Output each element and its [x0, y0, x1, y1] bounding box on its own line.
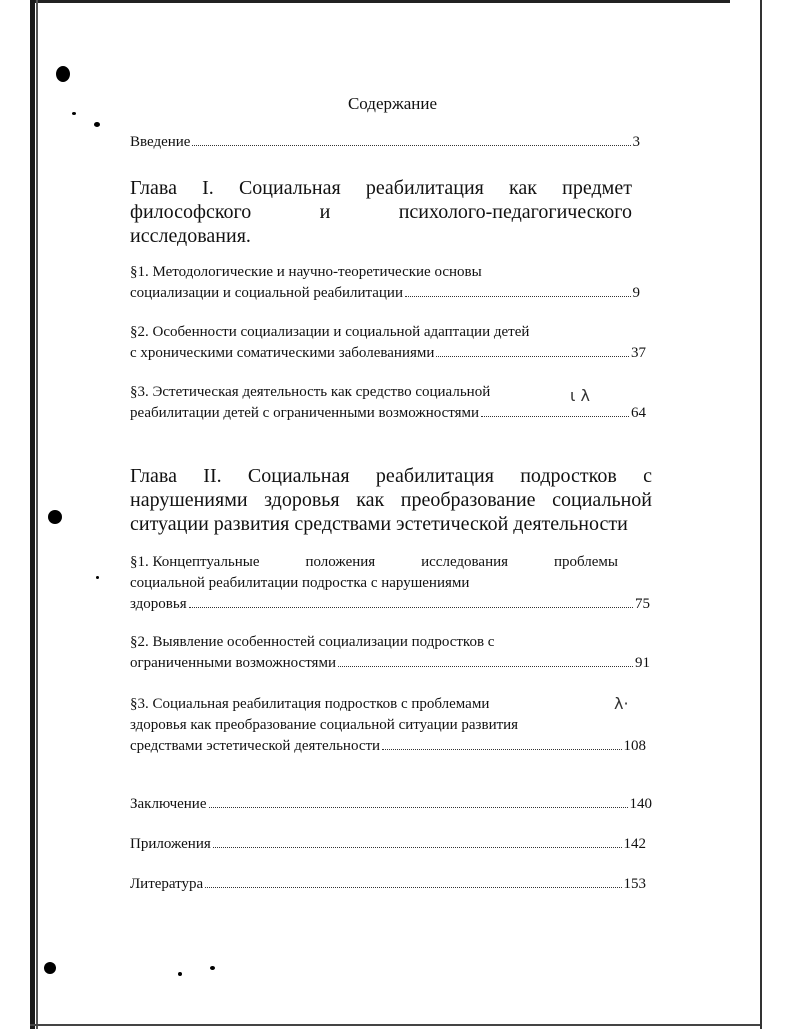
toc-label: социализации и социальной реабилитации — [130, 285, 403, 301]
toc-entry-section-2-1 — [130, 596, 650, 613]
toc-page: 140 — [629, 796, 652, 812]
chapter-1-heading — [130, 176, 632, 248]
heading-word: I. — [202, 177, 214, 199]
heading-word: подростков — [520, 465, 617, 487]
toc-page: 37 — [631, 345, 646, 361]
leader-dots — [209, 806, 628, 808]
leader-dots — [192, 144, 630, 146]
chapter-1-heading-line-1 — [130, 176, 632, 200]
section-word: проблемы — [553, 554, 618, 570]
toc-label: с хроническими соматическими заболеваниями — [130, 345, 435, 361]
section-2-2-line-1: §2. Выявление особенностей социализации подростков с — [130, 634, 495, 650]
chapter-2-heading-line-1 — [130, 464, 652, 488]
section-word: исследования — [421, 554, 509, 570]
toc-entry-section-1-2 — [130, 345, 646, 362]
ink-blot — [44, 962, 56, 974]
handwritten-mark: ɩ λ — [570, 386, 590, 405]
toc-label: Приложения — [130, 836, 211, 852]
toc-page: 75 — [635, 596, 650, 612]
section-2-3-line-2: здоровья как преобразование социальной ситуации развития — [130, 717, 519, 733]
page-title: Содержание — [347, 94, 438, 113]
heading-word: с — [643, 465, 652, 487]
heading-word: нарушениями — [130, 489, 248, 511]
scan-edge-bottom — [30, 1024, 760, 1026]
toc-page: 142 — [623, 836, 646, 852]
scan-edge-top — [30, 0, 730, 3]
heading-word: здоровья — [264, 489, 340, 511]
heading-word: социальной — [552, 489, 652, 511]
chapter-1-heading-line-2 — [130, 200, 632, 224]
section-word: положения — [305, 554, 376, 570]
leader-dots — [436, 355, 629, 357]
toc-label: Литература — [130, 876, 204, 892]
toc-label: средствами эстетической деятельности — [130, 738, 381, 754]
toc-entry-conclusion — [130, 796, 652, 813]
section-2-1-line-2: социальной реабилитации подростка с нарушениями — [130, 575, 470, 591]
leader-dots — [382, 748, 621, 750]
ink-speck — [94, 122, 100, 127]
leader-dots — [405, 295, 631, 297]
toc-page: 108 — [623, 738, 646, 754]
heading-word: II. — [203, 465, 222, 487]
heading-word: как — [356, 489, 385, 511]
ink-speck — [178, 972, 182, 976]
toc-page: 153 — [623, 876, 646, 892]
chapter-2-heading-line-2 — [130, 488, 652, 512]
heading-word: философского — [130, 201, 252, 223]
section-2-3-line-1: §3. Социальная реабилитация подростков с проблемами — [130, 696, 490, 712]
toc-page: 91 — [635, 655, 650, 671]
section-2-1-line-1 — [130, 554, 618, 571]
heading-word: Социальная — [247, 465, 350, 487]
chapter-2-heading — [130, 464, 652, 536]
section-word: §1. Концептуальные — [130, 554, 260, 570]
heading-word: реабилитация — [375, 465, 494, 487]
heading-word: и — [319, 201, 331, 223]
heading-word: Глава — [130, 465, 177, 487]
toc-entry-appendix — [130, 836, 646, 853]
handwritten-mark: λ· — [614, 694, 629, 713]
toc-page: 3 — [632, 134, 640, 150]
ink-speck — [96, 576, 99, 579]
toc-page: 9 — [632, 285, 640, 301]
toc-entry-literature — [130, 876, 646, 893]
heading-word: психолого-педагогического — [398, 201, 632, 223]
leader-dots — [481, 415, 629, 417]
toc-label: ограниченными возможностями — [130, 655, 336, 671]
scan-edge-right — [760, 0, 762, 1029]
toc-label: Заключение — [130, 796, 207, 812]
toc-label: Введение — [130, 134, 191, 150]
section-1-3-line-1: §3. Эстетическая деятельность как средство социальной — [130, 384, 491, 400]
toc-entry-section-2-3 — [130, 738, 646, 755]
toc-entry-section-1-1 — [130, 285, 640, 302]
heading-word: как — [509, 177, 538, 199]
heading-word: Социальная — [238, 177, 341, 199]
leader-dots — [205, 886, 621, 888]
ink-speck — [210, 966, 215, 970]
ink-blot — [56, 66, 70, 82]
leader-dots — [189, 606, 633, 608]
chapter-1-heading-line-3: исследования. — [130, 225, 251, 247]
toc-entry-intro — [130, 134, 640, 151]
scan-edge-left — [30, 0, 35, 1029]
toc-label: реабилитации детей с ограниченными возможностями — [130, 405, 480, 421]
leader-dots — [338, 665, 633, 667]
leader-dots — [213, 846, 622, 848]
chapter-2-heading-line-3: ситуации развития средствами эстетической деятельности — [130, 513, 628, 535]
toc-entry-section-2-2 — [130, 655, 650, 672]
ink-blot — [48, 510, 62, 524]
heading-word: реабилитация — [365, 177, 484, 199]
toc-page: 64 — [631, 405, 646, 421]
section-1-2-line-1: §2. Особенности социализации и социальной адаптации детей — [130, 324, 530, 340]
section-1-1-line-1: §1. Методологические и научно-теоретические основы — [130, 264, 482, 280]
toc-entry-section-1-3 — [130, 405, 646, 422]
scan-edge-left-inner — [36, 0, 38, 1029]
heading-word: предмет — [562, 177, 632, 199]
heading-word: Глава — [130, 177, 177, 199]
heading-word: преобразование — [400, 489, 536, 511]
toc-label: здоровья — [130, 596, 187, 612]
